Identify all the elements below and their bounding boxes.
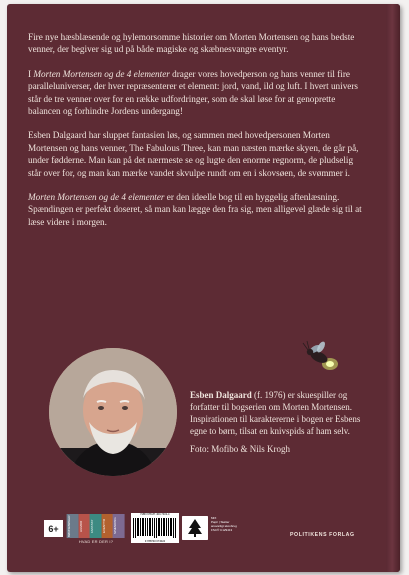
book-back-cover	[7, 4, 400, 572]
author-name: Esben Dalgaard	[190, 390, 252, 400]
isbn-number: 9 788740 074024	[144, 540, 166, 543]
photo-credit: Foto: Mofibo & Nils Krogh	[190, 444, 291, 454]
fsc-logo-icon	[182, 516, 208, 540]
genre-segment: FANTASY	[90, 514, 102, 538]
paragraph-plot: I Morten Mortensen og de 4 elementer drager vores hovedperson og hans venner til fire paralleluniverser, der hver repræsenterer et element: jord, vand, ild og luft. I hvert univers står de tre venner over for en række udfordringer, som de skal løse for at genoprette balancen og forhindre Jordens undergang!	[28, 68, 359, 117]
barcode-bars	[133, 518, 177, 538]
genre-segment: BØRNEBØGER	[67, 514, 79, 538]
blurb-text	[28, 31, 368, 240]
firefly-illustration	[299, 337, 345, 377]
author-photo	[49, 348, 177, 476]
publisher-name: POLITIKENS FORLAG	[290, 532, 355, 538]
fsc-description: Papir | Støtter ansvarligt skovbrug	[211, 520, 237, 528]
fsc-code: FSC® C129413	[211, 528, 233, 532]
genre-strip	[67, 514, 125, 538]
bio-text: Esben Dalgaard (f. 1976) er skuespiller og forfatter til bogserien om Morten Mortensen. Inspirationen til karaktererne i bogen er Esbens egne to børn, tilsat en knivspids af ham selv.	[190, 390, 361, 436]
genre-segment: HUMOR	[79, 514, 91, 538]
genre-strip-label: HVAD ER DER I?	[78, 539, 114, 544]
genre-segment: EVENTYR	[102, 514, 114, 538]
book-title-italic: Morten Mortensen og de 4 elementer	[28, 192, 165, 203]
barcode	[131, 513, 179, 543]
isbn-label: ISBN 978-87-400-7402-4	[140, 513, 170, 516]
paragraph-intro: Fire nye hæsblæsende og hylemorsomme historier om Morten Mortensen og hans bedste venner, der begiver sig ud på både magiske og skæbnesvangre eventyr.	[28, 32, 355, 55]
genre-segment: SPÆNDING	[113, 514, 125, 538]
author-bio	[190, 389, 362, 461]
paragraph-recommendation: Morten Mortensen og de 4 elementer er den ideelle bog til en hyggelig aftenlæsning. Spændingen er perfekt doseret, så man kan lægge den fra sig, men alligevel glæde sig til at læse videre i morgen.	[28, 192, 362, 227]
paragraph-author: Esben Dalgaard har sluppet fantasien løs, og sammen med hovedpersonen Morten Mortensen og hans venner, The Fabulous Three, kan man næsten mærke skyen, de går på, under fødderne. Man kan på det nærmeste se og lugte den enorme regnorm, de pludselig står over for, og man kan mærke vandet skvulpe rundt om en i skovsøen, de svømmer i.	[28, 130, 359, 178]
fsc-info	[211, 516, 241, 540]
fsc-label: MIX	[211, 516, 217, 520]
cover-edge	[386, 4, 400, 572]
age-badge: 6+	[44, 520, 63, 537]
book-title-italic: Morten Mortensen og de 4 elementer	[33, 68, 170, 79]
